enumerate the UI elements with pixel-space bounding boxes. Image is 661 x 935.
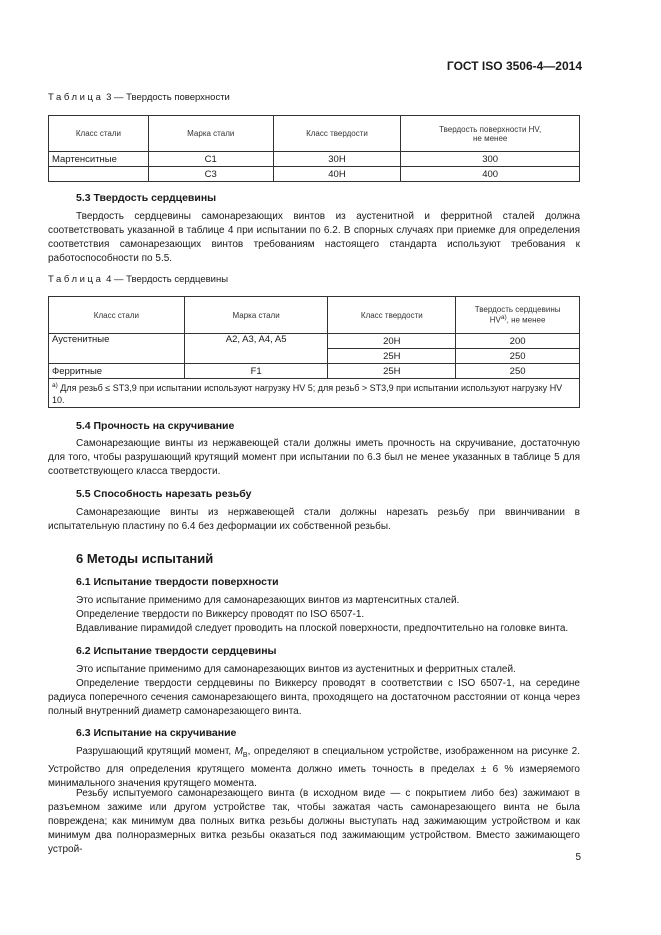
paragraph-6-1-line3: Вдавливание пирамидой следует проводить на плоской поверхности, предпочтительно на головке винта. — [76, 623, 569, 634]
section-heading-5-4: 5.4 Прочность на скручивание — [76, 420, 235, 432]
col-header-surface-hardness: Твердость поверхности HV, не менее — [401, 116, 580, 152]
page-number: 5 — [575, 852, 581, 863]
table-header-row — [49, 297, 580, 334]
col-header-steel-grade: Марка стали — [184, 297, 328, 334]
section-heading-6-3: 6.3 Испытание на скручивание — [76, 727, 237, 739]
section-heading-6-2: 6.2 Испытание твердости сердцевины — [76, 645, 277, 657]
table-footnote: $^{a)}$ Для резьб ≤ ST3,9 при испытании используют нагрузку HV 5; для резьб > ST3,9 при испытании используют нагрузку HV 10. — [49, 379, 580, 408]
section-heading-6-1: 6.1 Испытание твердости поверхности — [76, 576, 279, 588]
table-cell: 25H — [328, 364, 456, 379]
section-heading-5-5: 5.5 Способность нарезать резьбу — [76, 488, 252, 500]
table-cell: Аустенитные — [49, 334, 185, 364]
paragraph-5-4: Самонарезающие винты из нержавеющей стали должны иметь прочность на скручивание, достаточную для того, чтобы разрушающий крутящий момент при испытании по 6.3 был не менее указанных в таблице 5 для соответствующего класса твердости. — [48, 438, 580, 477]
table-cell: Ферритные — [49, 364, 185, 379]
col-header-hardness-class: Класс твердости — [328, 297, 456, 334]
table-cell: 250 — [456, 364, 580, 379]
section-heading-5-3: 5.3 Твердость сердцевины — [76, 192, 217, 204]
paragraph-5-3: Твердость сердцевины самонарезающих винтов из аустенитной и ферритной сталей должна соответствовать указанной в таблице 4 при испытании по 6.2. В спорных случаях при приемке для определения соответствия самонарезающих винтов требованиям настоящего стандарта используют требования к работоспособности по 5.5. — [48, 211, 580, 264]
table-header-row — [49, 116, 580, 152]
table-cell: 250 — [456, 349, 580, 364]
table3 — [48, 115, 580, 182]
table3-caption: Таблица 3 — Твердость поверхности — [48, 92, 230, 103]
table4 — [48, 296, 580, 408]
document-header: ГОСТ ISO 3506-4—2014 — [446, 59, 582, 73]
table-row — [49, 167, 580, 182]
table-row — [49, 364, 580, 379]
table4-caption: Таблица 4 — Твердость сердцевины — [48, 274, 229, 285]
table-row — [49, 334, 580, 349]
col-header-steel-class: Класс стали — [49, 116, 149, 152]
paragraph-6-3-1: Разрушающий крутящий момент, $M_B$, определяют в специальном устройстве, изображенном на рисунке 2. Устройство для определения крутящего момента должно иметь точность в пределах ± 6 % измеряемого минимального значения крутящего момента. — [48, 746, 580, 789]
paragraph-6-2-line1: Это испытание применимо для самонарезающих винтов из аустенитных и ферритных сталей. — [76, 664, 516, 675]
table-row — [49, 152, 580, 167]
table-cell: 20H — [328, 334, 456, 349]
table-cell: 400 — [401, 167, 580, 182]
table-footnote-row — [49, 379, 580, 408]
section-heading-6: 6 Методы испытаний — [76, 551, 214, 566]
table-cell: A2, A3, A4, A5 — [184, 334, 328, 364]
table-cell: C3 — [148, 167, 273, 182]
paragraph-6-1-line2: Определение твердости по Виккерсу проводят по ISO 6507-1. — [76, 609, 365, 620]
table-cell: Мартенситные — [49, 152, 149, 167]
table-cell: F1 — [184, 364, 328, 379]
paragraph-6-3-2: Резьбу испытуемого самонарезающего винта (в исходном виде — с покрытием либо без) зажимают в разъемном зажиме или другом устройстве так, чтобы зажатая часть самонарезающего винта не была повреждена; как минимум два полных витка резьбы должны выступать над зажимающим устройством и как минимум два полноразмерных витка резьбы оказаться под зажимающим устройством. Вместо зажимающего устрой- — [48, 788, 580, 855]
paragraph-6-2: Определение твердости сердцевины по Виккерсу проводят в соответствии с ISO 6507-1, на середине радиуса поперечного сечения самонарезающего винта, проходящего на достаточном расстоянии от конца через полный внутренний диаметр самонарезающего винта. — [48, 678, 580, 717]
paragraph-6-1-line1: Это испытание применимо для самонарезающих винтов из мартенситных сталей. — [76, 595, 460, 606]
table-cell: C1 — [148, 152, 273, 167]
col-header-steel-class: Класс стали — [49, 297, 185, 334]
table-cell: 25H — [328, 349, 456, 364]
col-header-core-hardness: Твердость сердцевины HV$^{a)}$, не менее — [456, 297, 580, 334]
paragraph-5-5: Самонарезающие винты из нержавеющей стали должны нарезать резьбу при ввинчивании в испытательную пластину по 6.4 без деформации их собственной резьбы. — [48, 507, 580, 532]
table-cell: 200 — [456, 334, 580, 349]
col-header-hardness-class: Класс твердости — [273, 116, 401, 152]
col-header-steel-grade: Марка стали — [148, 116, 273, 152]
table-cell: 40H — [273, 167, 401, 182]
table-cell: 30H — [273, 152, 401, 167]
table-cell: 300 — [401, 152, 580, 167]
table-cell — [49, 167, 149, 182]
